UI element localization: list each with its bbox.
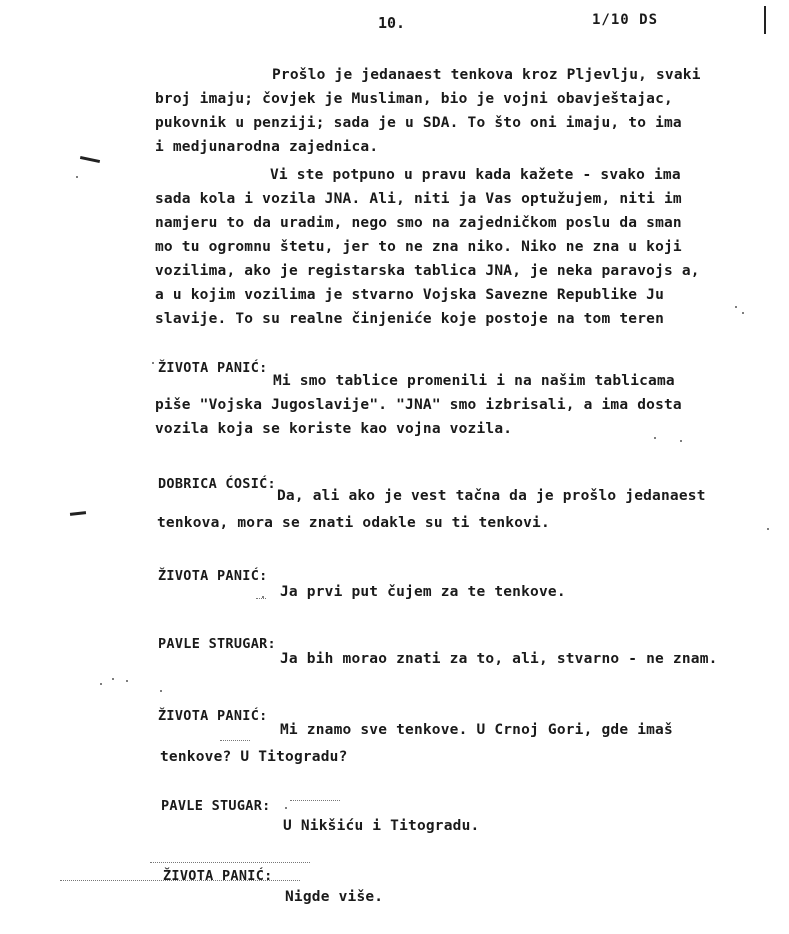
speaker-name: ŽIVOTA PANIĆ: [158, 568, 268, 584]
scan-dot [112, 678, 114, 680]
scan-streak [220, 740, 250, 742]
text-line: a u kojim vozilima je stvarno Vojska Savezne Republike Ju [155, 287, 664, 303]
text-line: tenkova, mora se znati odakle su ti tenkovi. [157, 515, 550, 531]
scan-streak [290, 800, 340, 802]
scan-dot [126, 680, 128, 682]
scan-streak [150, 862, 310, 864]
text-line: tenkove? U Titogradu? [160, 749, 348, 765]
scan-dot [742, 312, 744, 314]
text-line: vozila koja se koriste kao vojna vozila. [155, 421, 513, 437]
text-line: namjeru to da uradim, nego smo na zajedničkom poslu da sman [155, 215, 682, 231]
text-line: sada kola i vozila JNA. Ali, niti ja Vas optužujem, niti im [155, 191, 682, 207]
scan-mark [70, 511, 86, 516]
document-reference: 1/10 DS [592, 12, 659, 28]
text-line: Mi znamo sve tenkove. U Crnoj Gori, gde imaš [280, 722, 673, 738]
speaker-name: DOBRICA ĆOSIĆ: [158, 476, 276, 492]
speaker-name: ŽIVOTA PANIĆ: [158, 360, 268, 376]
page-number: 10. [378, 14, 406, 32]
text-line: Mi smo tablice promenili i na našim tablicama [273, 373, 675, 389]
text-line: vozilima, ako je registarska tablica JNA, je neka paravojs a, [155, 263, 700, 279]
text-line: pukovnik u penziji; sada je u SDA. To što oni imaju, to ima [155, 115, 682, 131]
scan-dot [654, 437, 656, 439]
scan-dot [767, 528, 769, 530]
scan-streak [256, 598, 266, 600]
scan-dot [152, 362, 154, 364]
speaker-name: ŽIVOTA PANIĆ: [163, 868, 273, 884]
speaker-name: PAVLE STUGAR: [161, 798, 271, 814]
scan-dot [735, 306, 737, 308]
scan-dot [100, 683, 102, 685]
scan-streak [60, 880, 300, 882]
text-line: slavije. To su realne činjeniće koje postoje na tom teren [155, 311, 664, 327]
scan-mark [80, 156, 100, 163]
text-line: Da, ali ako je vest tačna da je prošlo jedanaest [277, 488, 706, 504]
text-line: Ja bih morao znati za to, ali, stvarno - ne znam. [280, 651, 718, 667]
scan-dot [160, 690, 162, 692]
text-line: Ja prvi put čujem za te tenkove. [280, 584, 566, 600]
text-line: broj imaju; čovjek je Musliman, bio je vojni obavještajac, [155, 91, 673, 107]
text-line: U Nikšiću i Titogradu. [283, 818, 480, 834]
text-line: piše "Vojska Jugoslavije". "JNA" smo izbrisali, a ima dosta [155, 397, 682, 413]
text-line: i medjunarodna zajednica. [155, 139, 379, 155]
speaker-name: ŽIVOTA PANIĆ: [158, 708, 268, 724]
scan-dot [680, 440, 682, 442]
text-line: Vi ste potpuno u pravu kada kažete - svako ima [270, 167, 681, 183]
scan-mark [764, 6, 766, 34]
scan-dot [285, 807, 287, 809]
scan-dot [76, 176, 78, 178]
text-line: Prošlo je jedanaest tenkova kroz Pljevlju, svaki [272, 67, 701, 83]
text-line: Nigde više. [285, 889, 384, 905]
text-line: mo tu ogromnu štetu, jer to ne zna niko. Niko ne zna u koji [155, 239, 682, 255]
speaker-name: PAVLE STRUGAR: [158, 636, 276, 652]
